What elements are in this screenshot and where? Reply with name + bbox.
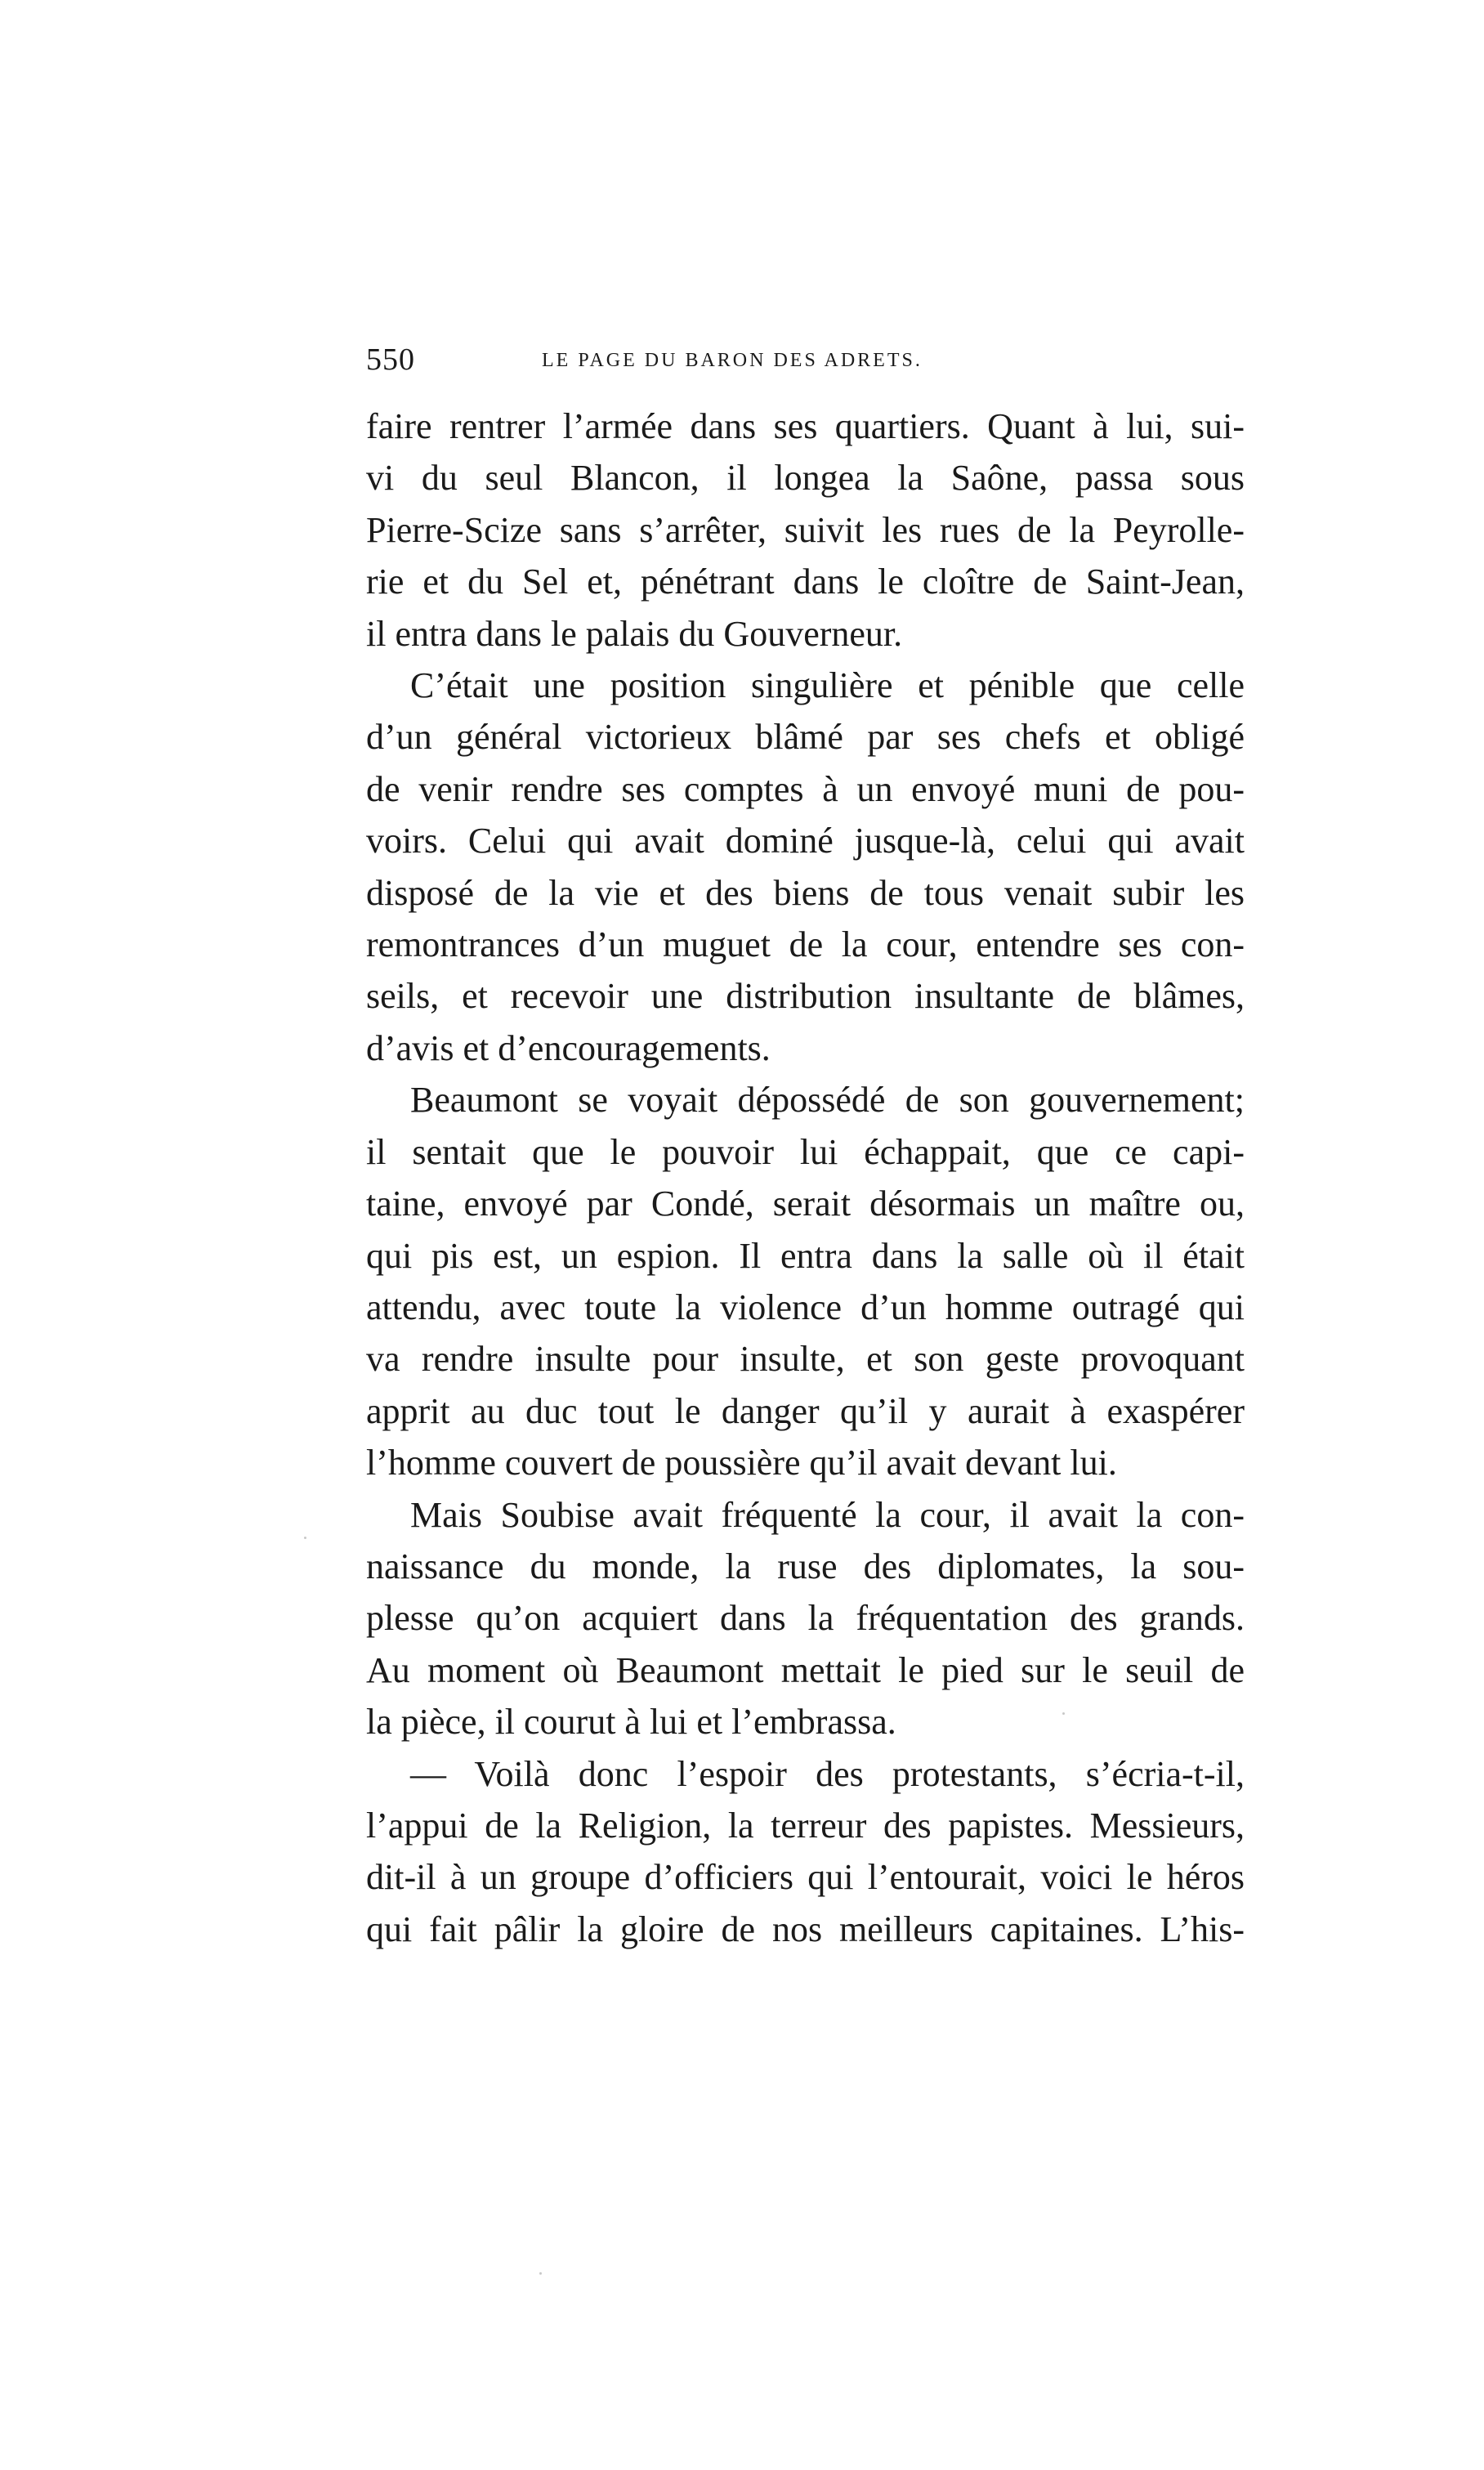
text-line: vi du seul Blancon, il longea la Saône, passa sous [366,458,1245,499]
paragraph-4 [366,1489,1245,1748]
text-line: d’avis et d’encouragements. [366,1027,771,1068]
text-line: Beaumont se voyait dépossédé de son gouvernement; [410,1080,1245,1121]
text-line: il sentait que le pouvoir lui échappait, que ce capi- [366,1131,1245,1172]
text-line: attendu, avec toute la violence d’un homme outragé qui [366,1286,1245,1327]
text-line: va rendre insulte pour insulte, et son geste provoquant [366,1339,1245,1380]
paragraph-3 [366,1074,1245,1488]
text-line: qui fait pâlir la gloire de nos meilleurs capitaines. L’his- [366,1908,1245,1949]
paragraph-1 [366,400,1245,660]
text-line: la pièce, il courut à lui et l’embrassa. [366,1702,896,1743]
scan-speck [539,2272,542,2275]
text-line: Au moment où Beaumont mettait le pied sur le seuil de [366,1649,1245,1690]
text-line: de venir rendre ses comptes à un envoyé muni de pou- [366,768,1245,809]
text-line: apprit au duc tout le danger qu’il y aurait à exaspérer [366,1390,1245,1431]
text-line: dit-il à un groupe d’officiers qui l’entourait, voici le héros [366,1857,1245,1898]
scan-speck [304,1537,306,1539]
paragraph-2 [366,660,1245,1074]
text-line: taine, envoyé par Condé, serait désormais un maître ou, [366,1184,1245,1224]
text-line: l’homme couvert de poussière qu’il avait devant lui. [366,1443,1117,1483]
text-line: plesse qu’on acquiert dans la fréquentation des grands. [366,1598,1245,1639]
running-head [366,342,1102,383]
text-line: il entra dans le palais du Gouverneur. [366,613,903,654]
running-title: LE PAGE DU BARON DES ADRETS. [542,350,923,371]
page-number: 550 [366,342,415,377]
text-line: — Voilà donc l’espoir des protestants, s’écria-t-il, [410,1753,1245,1794]
text-line: naissance du monde, la ruse des diplomates, la sou- [366,1546,1245,1586]
scan-speck [1062,1712,1065,1715]
text-line: Pierre-Scize sans s’arrêter, suivit les rues de la Peyrolle- [366,509,1245,550]
text-line: qui pis est, un espion. Il entra dans la salle où il était [366,1235,1245,1276]
text-line: d’un général victorieux blâmé par ses chefs et obligé [366,717,1245,758]
paragraph-5 [366,1748,1245,1956]
body-text [366,400,1245,1955]
text-line: remontrances d’un muguet de la cour, entendre ses con- [366,924,1245,965]
text-line: faire rentrer l’armée dans ses quartiers. Quant à lui, sui- [366,406,1245,446]
text-line: voirs. Celui qui avait dominé jusque-là, celui qui avait [366,821,1245,861]
text-line: rie et du Sel et, pénétrant dans le cloître de Saint-Jean, [366,562,1245,602]
text-line: seils, et recevoir une distribution insultante de blâmes, [366,976,1245,1017]
text-line: C’était une position singulière et pénible que celle [410,665,1245,706]
text-line: Mais Soubise avait fréquenté la cour, il avait la con- [410,1494,1245,1535]
text-line: l’appui de la Religion, la terreur des papistes. Messieurs, [366,1805,1245,1846]
text-line: disposé de la vie et des biens de tous venait subir les [366,872,1245,913]
